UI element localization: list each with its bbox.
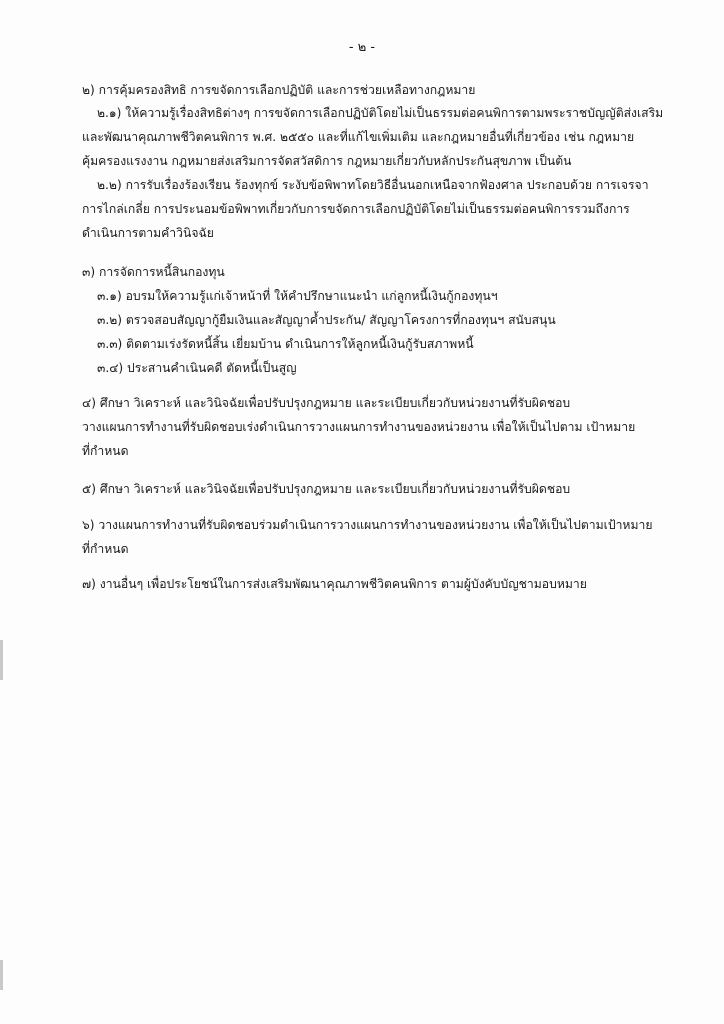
section-3-heading: ๓) การจัดการหนี้สินกองทุน (82, 265, 225, 279)
section-3-1-text: ๓.๑) อบรมให้ความรู้แก่เจ้าหน้าที่ ให้คำปรึกษาแนะนำ แก่ลูกหนี้เงินกู้กองทุนฯ (97, 289, 498, 303)
section-2-2-text: ๒.๒) การรับเรื่องร้องเรียน ร้องทุกข์ ระงับข้อพิพาทโดยวิธีอื่นนอกเหนือจากฟ้องศาล ประกอบด้วย การเจรจา (97, 178, 649, 192)
section-2-1-text: ๒.๑) ให้ความรู้เรื่องสิทธิต่างๆ การขจัดการเลือกปฏิบัติโดยไม่เป็นธรรมต่อคนพิการตามพระราชบัญญัติส่งเสริม (97, 106, 664, 120)
scan-edge-mark (0, 640, 3, 680)
section-6-text: ที่กำหนด (82, 542, 129, 556)
section-3-4-text: ๓.๔) ประสานคำเนินคดี ตัดหนี้เป็นสูญ (97, 361, 297, 375)
section-3-2-text: ๓.๒) ตรวจสอบสัญญากู้ยืมเงินและสัญญาค้ำประกัน/ สัญญาโครงการที่กองทุนฯ สนับสนุน (97, 313, 556, 327)
section-4-text: ที่กำหนด (82, 444, 129, 458)
section-2-1-text: คุ้มครองแรงงาน กฎหมายส่งเสริมการจัดสวัสดิการ กฎหมายเกี่ยวกับหลักประกันสุขภาพ เป็นต้น (82, 154, 572, 168)
section-2-1-text: และพัฒนาคุณภาพชีวิตคนพิการ พ.ศ. ๒๕๕๐ และที่แก้ไขเพิ่มเติม และกฎหมายอื่นที่เกี่ยวข้อง เช่น กฎหมาย (82, 130, 635, 144)
section-6-text: ๖) วางแผนการทำงานที่รับผิดชอบร่วมดำเนินการวางแผนการทำงานของหน่วยงาน เพื่อให้เป็นไปตามเป้าหมาย (82, 518, 653, 532)
section-4-text: วางแผนการทำงานที่รับผิดชอบเร่งดำเนินการวางแผนการทำงานของหน่วยงาน เพื่อให้เป็นไปตาม เป้าหมาย (82, 420, 636, 434)
section-3-3-text: ๓.๓) ติดตามเร่งรัดหนี้สิ้น เยี่ยมบ้าน ดำเนินการให้ลูกหนี้เงินกู้รับสภาพหนี้ (97, 337, 474, 351)
section-4-text: ๔) ศึกษา วิเคราะห์ และวินิจฉัยเพื่อปรับปรุงกฎหมาย และระเบียบเกี่ยวกับหน่วยงานที่รับผิดชอบ (82, 396, 571, 410)
section-2-2-text: ดำเนินการตามคำวินิจฉัย (82, 226, 214, 240)
scan-edge-mark (0, 960, 3, 990)
section-7-text: ๗) งานอื่นๆ เพื่อประโยชน์ในการส่งเสริมพัฒนาคุณภาพชีวิตคนพิการ ตามผู้บังคับบัญชามอบหมาย (82, 577, 587, 591)
section-2-2-text: การไกล่เกลี่ย การประนอมข้อพิพาทเกี่ยวกับการขจัดการเลือกปฏิบัติโดยไม่เป็นธรรมต่อคนพิการรวมถึงการ (82, 202, 630, 216)
page-number: - ๒ - (348, 40, 376, 55)
section-5-text: ๕) ศึกษา วิเคราะห์ และวินิจฉัยเพื่อปรับปรุงกฎหมาย และระเบียบเกี่ยวกับหน่วยงานที่รับผิดชอบ (82, 482, 571, 496)
section-2-heading: ๒) การคุ้มครองสิทธิ การขจัดการเลือกปฏิบัติ และการช่วยเหลือทางกฎหมาย (82, 83, 476, 97)
